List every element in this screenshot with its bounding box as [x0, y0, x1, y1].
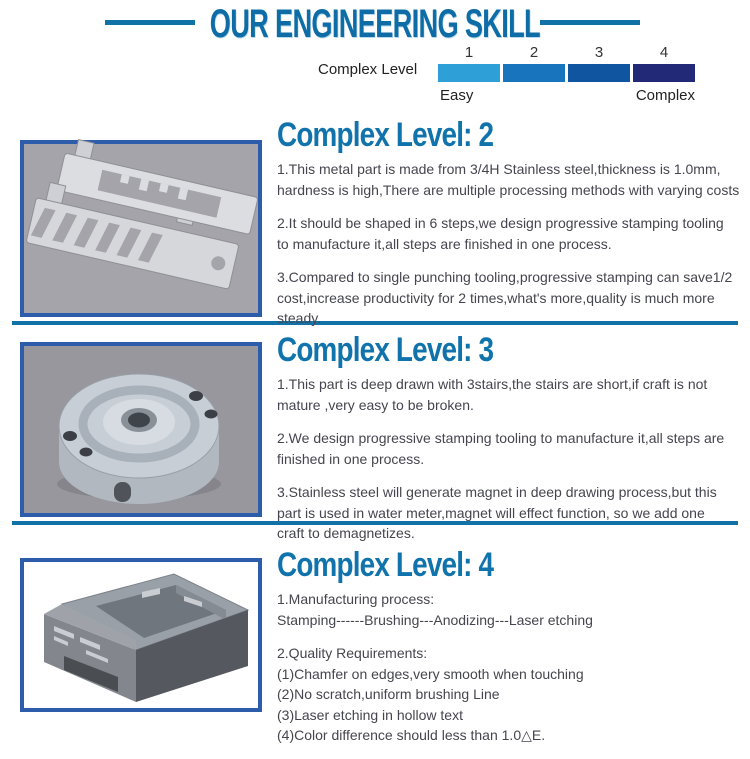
text-line: (2)No scratch,uniform brushing Line: [277, 686, 500, 702]
text-line: part is used in water meter,magnet will effect function, so we add one: [277, 504, 705, 521]
text-line: Stamping------Brushing---Anodizing---Laser etching: [277, 611, 593, 628]
section-heading: Complex Level: 4: [277, 546, 494, 584]
scale-easy-label: Easy: [440, 87, 474, 104]
text-line: craft to demagnetizes.: [277, 525, 415, 541]
text-line: 3.Compared to single punching tooling,progressive stamping can save1/2: [277, 269, 733, 285]
scale-level-3: [568, 44, 630, 82]
text-line: 3.Stainless steel will generate magnet in deep drawing process,but this: [277, 484, 717, 500]
paragraph-1: [277, 374, 745, 415]
scale-level-swatch: [633, 64, 695, 82]
scale-level-number: 3: [594, 44, 604, 61]
text-line: steady.: [277, 310, 322, 326]
scale-level-number: 2: [529, 44, 539, 61]
paragraph-1: [277, 589, 745, 630]
text-line: finished in one process.: [277, 450, 425, 467]
brackets-illustration: [24, 144, 258, 313]
chassis-illustration: [24, 562, 258, 708]
text-line: mature ,very easy to be broken.: [277, 396, 474, 413]
paragraph-3: [277, 482, 745, 544]
scale-level-swatch: [503, 64, 565, 82]
text-line: 1.Manufacturing process:: [277, 591, 435, 607]
complex-level-label: Complex Level: [318, 61, 418, 78]
scale-complex-label: Complex: [635, 87, 695, 104]
section-heading: Complex Level: 2: [277, 116, 494, 154]
paragraph-2: [277, 428, 745, 469]
scale-level-2: [503, 44, 565, 82]
section-complex-level-3: [277, 331, 745, 557]
section-complex-level-2: [277, 116, 745, 342]
text-line: (1)Chamfer on edges,very smooth when touching: [277, 665, 584, 682]
title-rule-right: [540, 20, 640, 25]
text-line: to manufacture it,all steps are finished in one process.: [277, 235, 612, 252]
paragraph-2: [277, 643, 745, 746]
scale-level-4: [633, 44, 695, 82]
complexity-scale: [438, 44, 695, 82]
paragraph-2: [277, 213, 745, 254]
stamped-steel-brackets-photo: [20, 140, 262, 317]
text-line: hardness is high,There are multiple processing methods with varying costs: [277, 181, 740, 198]
scale-level-number: 1: [464, 44, 474, 61]
deep-drawn-part-illustration: [24, 346, 258, 513]
text-line: 2.It should be shaped in 6 steps,we design progressive stamping tooling: [277, 215, 724, 231]
section-complex-level-4: [277, 546, 745, 759]
deep-drawn-round-part-photo: [20, 342, 262, 517]
scale-level-number: 4: [659, 44, 669, 61]
text-line: (4)Color difference should less than 1.0△E.: [277, 727, 546, 743]
page-title: OUR ENGINEERING SKILL: [209, 2, 541, 46]
text-line: 1.This metal part is made from 3/4H Stainless steel,thickness is 1.0mm,: [277, 161, 721, 177]
text-line: cost,increase productivity for 2 times,what's more,quality is much more: [277, 289, 715, 306]
text-line: 2.We design progressive stamping tooling to manufacture it,all steps are: [277, 430, 725, 446]
sheet-metal-chassis-photo: [20, 558, 262, 712]
scale-level-swatch: [438, 64, 500, 82]
text-line: (3)Laser etching in hollow text: [277, 706, 463, 723]
paragraph-3: [277, 267, 745, 329]
paragraph-1: [277, 159, 745, 200]
text-line: 2.Quality Requirements:: [277, 645, 428, 661]
section-heading: Complex Level: 3: [277, 331, 494, 369]
scale-level-1: [438, 44, 500, 82]
scale-level-swatch: [568, 64, 630, 82]
text-line: 1.This part is deep drawn with 3stairs,the stairs are short,if craft is not: [277, 376, 708, 392]
